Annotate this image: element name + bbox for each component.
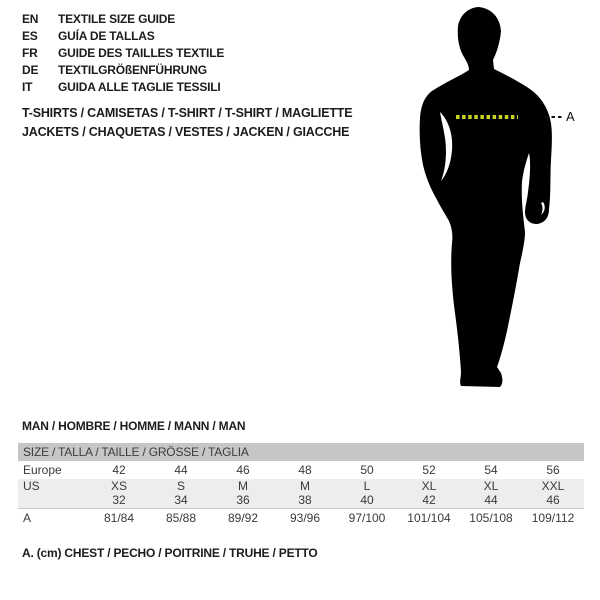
table-row-chest (18, 508, 584, 527)
category-line-jackets: JACKETS / CHAQUETAS / VESTES / JACKEN / GIACCHE (22, 125, 350, 139)
language-label: TEXTILE SIZE GUIDE (58, 12, 176, 26)
table-cell: 40 (360, 493, 374, 507)
table-cell: 54 (484, 463, 498, 477)
table-cell: 42 (422, 493, 436, 507)
table-cell: 109/112 (531, 511, 575, 525)
row-label: A (23, 511, 32, 525)
language-code: FR (22, 46, 38, 60)
man-silhouette (420, 7, 552, 387)
table-cell: 101/104 (407, 511, 451, 525)
table-cell: XL (421, 479, 437, 493)
table-cell: 38 (298, 493, 312, 507)
table-cell: 50 (360, 463, 374, 477)
row-label: US (23, 479, 40, 493)
table-cell: 46 (546, 493, 560, 507)
table-cell: 44 (174, 463, 188, 477)
language-code: DE (22, 63, 39, 77)
size-table-header: SIZE / TALLA / TAILLE / GRÖSSE / TAGLIA (18, 443, 584, 461)
language-code: EN (22, 12, 39, 26)
table-cell: 85/88 (165, 511, 197, 525)
language-label: GUIDA ALLE TAGLIE TESSILI (58, 80, 221, 94)
table-cell: 56 (546, 463, 560, 477)
language-label: TEXTILGRÖßENFÜHRUNG (58, 63, 207, 77)
category-line-tshirts: T-SHIRTS / CAMISETAS / T-SHIRT / T-SHIRT / MAGLIETTE (22, 106, 353, 120)
table-row-us (18, 479, 584, 493)
measurement-footnote: A. (cm) CHEST / PECHO / POITRINE / TRUHE / PETTO (22, 546, 318, 560)
table-cell: L (363, 479, 371, 493)
size-table (18, 443, 584, 527)
row-label (18, 493, 88, 508)
table-row-europe (18, 461, 584, 479)
table-cell: 46 (236, 463, 250, 477)
table-cell: 93/96 (289, 511, 321, 525)
table-cell: 48 (298, 463, 312, 477)
table-cell: S (176, 479, 185, 493)
table-cell: 36 (236, 493, 250, 507)
table-cell: 105/108 (469, 511, 513, 525)
language-code: ES (22, 29, 38, 43)
table-cell: 89/92 (227, 511, 259, 525)
chest-measure-label: A (566, 109, 575, 124)
row-label: Europe (23, 463, 62, 477)
table-cell: 81/84 (103, 511, 135, 525)
table-cell: 42 (112, 463, 126, 477)
table-cell: M (238, 479, 248, 493)
table-cell: XS (110, 479, 127, 493)
table-cell: 52 (422, 463, 436, 477)
table-cell: 34 (174, 493, 188, 507)
table-row-uk (18, 493, 584, 508)
table-cell: M (300, 479, 310, 493)
table-cell: 32 (112, 493, 126, 507)
table-cell: XXL (541, 479, 565, 493)
table-cell: 44 (484, 493, 498, 507)
section-title: MAN / HOMBRE / HOMME / MANN / MAN (22, 419, 246, 433)
language-label: GUÍA DE TALLAS (58, 29, 155, 43)
language-label: GUIDE DES TAILLES TEXTILE (58, 46, 225, 60)
table-cell: XL (483, 479, 499, 493)
table-cell: 97/100 (348, 511, 386, 525)
language-code: IT (22, 80, 33, 94)
